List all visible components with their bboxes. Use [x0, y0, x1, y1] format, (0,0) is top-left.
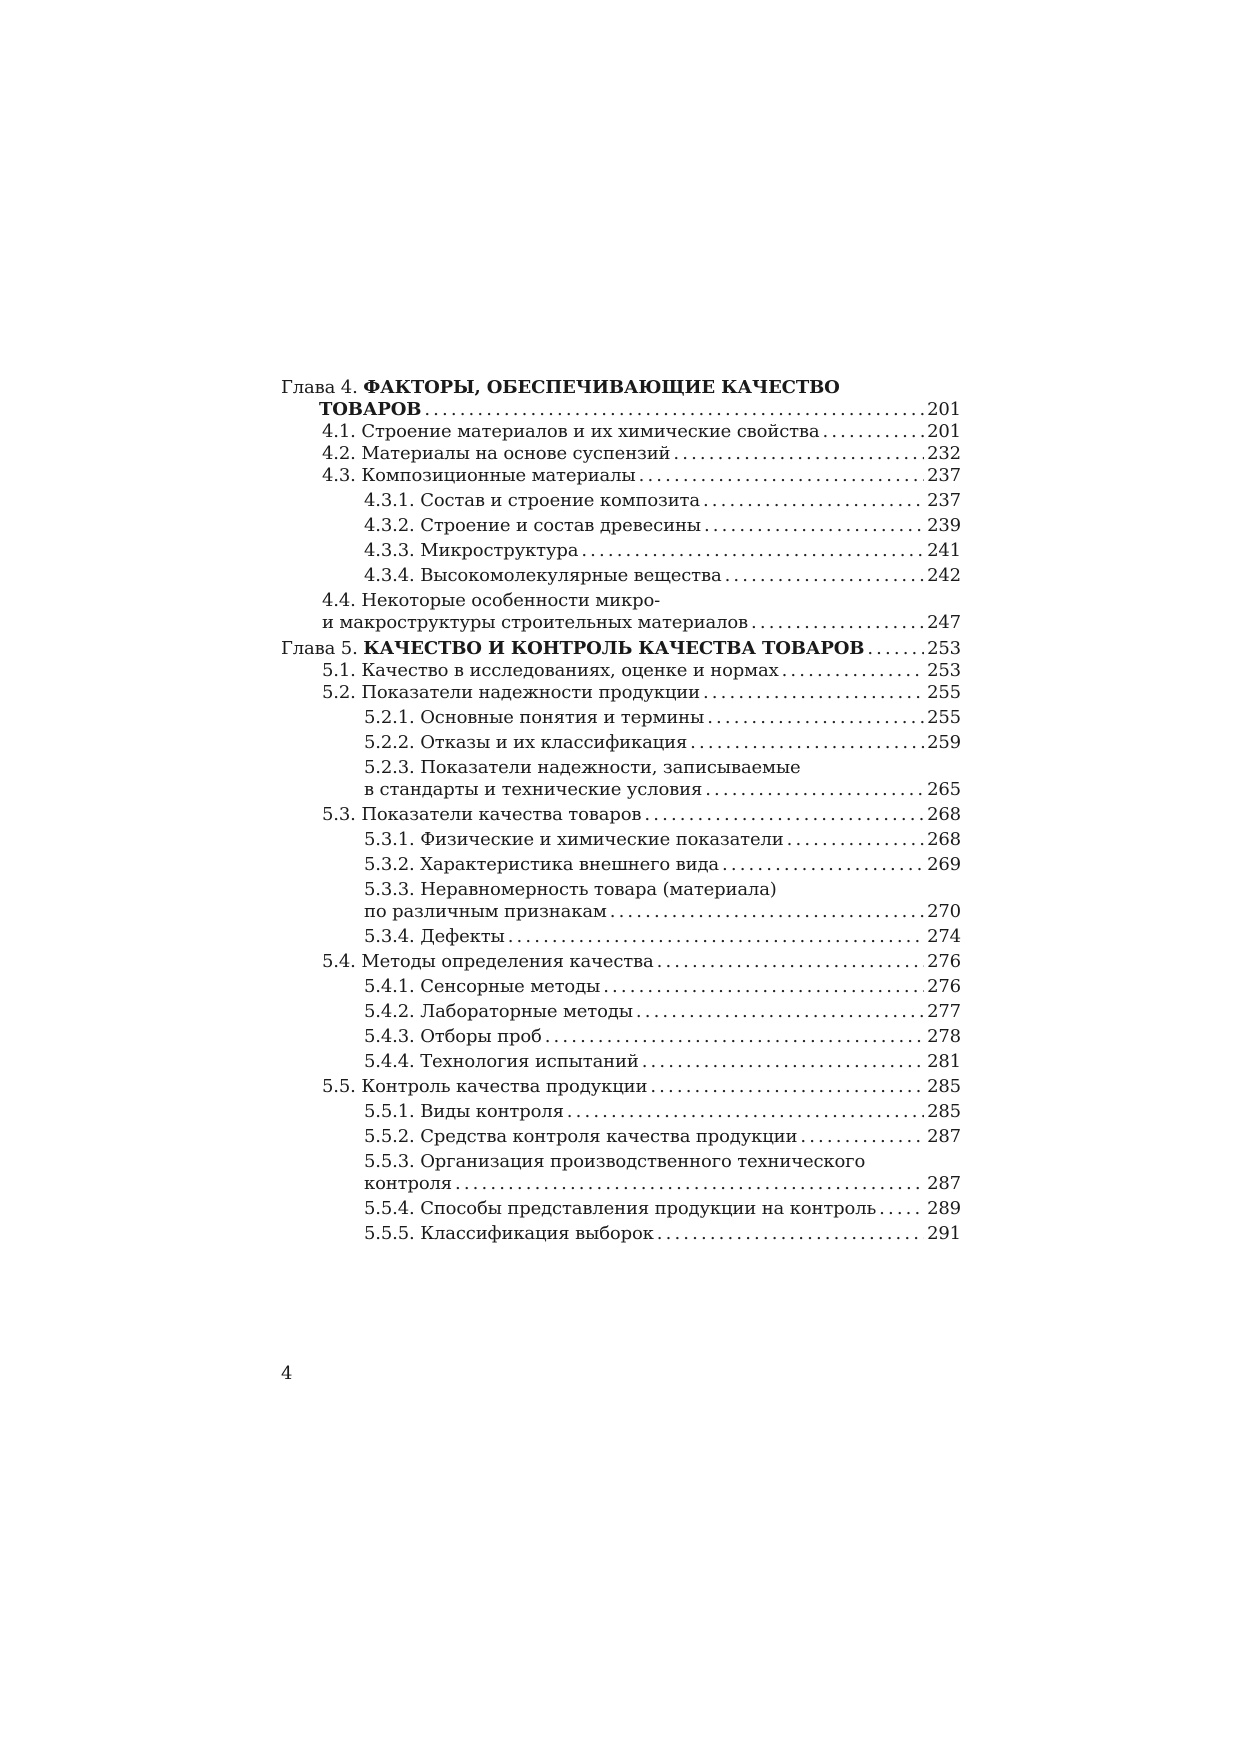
dot-leader — [636, 1001, 924, 1023]
dot-leader — [567, 1101, 924, 1123]
toc-page-number: 255 — [927, 682, 961, 703]
toc-page-number: 287 — [927, 1173, 961, 1194]
toc-subsection[interactable] — [281, 1198, 961, 1220]
toc-page-number: 276 — [927, 976, 961, 997]
toc-subsection[interactable] — [281, 1051, 961, 1073]
toc-entry-title: 5.2.1. Основные понятия и термины — [364, 707, 705, 728]
toc-section[interactable] — [281, 951, 961, 973]
toc-entry-title — [281, 638, 864, 660]
toc-subsection[interactable] — [281, 1001, 961, 1023]
toc-subsection[interactable] — [281, 1101, 961, 1123]
toc-section[interactable] — [281, 660, 961, 682]
toc-entry-title: 5.4. Методы определения качества — [322, 951, 654, 972]
dot-leader — [545, 1026, 924, 1048]
dot-leader — [704, 515, 924, 537]
chapter-title: ФАКТОРЫ, ОБЕСПЕЧИВАЮЩИЕ КАЧЕСТВО — [363, 377, 840, 398]
dot-leader — [705, 779, 924, 801]
dot-leader — [703, 490, 924, 512]
toc-subsection[interactable] — [281, 1223, 961, 1245]
toc-entry-title-line: 5.3.3. Неравномерность товара (материала) — [364, 879, 777, 900]
dot-leader — [603, 976, 924, 998]
toc-entry-title: 5.3.2. Характеристика внешнего вида — [364, 854, 720, 875]
toc-page-number: 201 — [927, 399, 961, 420]
toc-page-number: 291 — [927, 1223, 961, 1244]
toc-entry-title: в стандарты и технические условия — [364, 779, 703, 800]
toc-entry-title-line: 5.2.3. Показатели надежности, записываемые — [364, 757, 801, 778]
toc-subsection[interactable] — [281, 757, 961, 801]
toc-section[interactable] — [281, 421, 961, 443]
dot-leader — [424, 399, 924, 421]
toc-entry-title: 5.2. Показатели надежности продукции — [322, 682, 700, 703]
dot-leader — [455, 1173, 924, 1195]
dot-leader — [879, 1198, 924, 1220]
toc-entry-title: 4.3.4. Высокомолекулярные вещества — [364, 565, 722, 586]
toc-page-number: 242 — [927, 565, 961, 586]
toc-page-number: 253 — [927, 638, 961, 659]
dot-leader — [690, 732, 924, 754]
chapter-title-continued: ТОВАРОВ — [319, 399, 422, 420]
toc-entry-title: 5.3.1. Физические и химические показатели — [364, 829, 784, 850]
dot-leader — [787, 829, 924, 851]
dot-leader — [610, 901, 924, 923]
toc-entry-title: 5.5.1. Виды контроля — [364, 1101, 564, 1122]
chapter-label: Глава 4. — [281, 377, 358, 398]
toc-entry-title: 5.4.2. Лабораторные методы — [364, 1001, 633, 1022]
toc-section[interactable] — [281, 1076, 961, 1098]
toc-page-number: 253 — [927, 660, 961, 681]
toc-subsection[interactable] — [281, 1126, 961, 1148]
toc-subsection[interactable] — [281, 829, 961, 851]
dot-leader — [650, 1076, 924, 1098]
dot-leader — [751, 612, 924, 634]
toc-entry-title: и макроструктуры строительных материалов — [322, 612, 749, 633]
toc-page-number: 289 — [927, 1198, 961, 1219]
dot-leader — [657, 951, 924, 973]
toc-entry-title: 5.2.2. Отказы и их классификация — [364, 732, 688, 753]
toc-subsection[interactable] — [281, 732, 961, 754]
toc-page-number: 255 — [927, 707, 961, 728]
toc-section[interactable] — [281, 682, 961, 704]
dot-leader — [508, 926, 924, 948]
page-number: 4 — [281, 1363, 293, 1384]
toc-entry-title: по различным признакам — [364, 901, 607, 922]
toc-subsection[interactable] — [281, 976, 961, 998]
toc-page-number: 285 — [927, 1101, 961, 1122]
toc-subsection[interactable] — [281, 854, 961, 876]
toc-entry-title-line — [281, 377, 961, 399]
toc-chapter[interactable] — [281, 638, 961, 660]
toc-section[interactable] — [281, 590, 961, 634]
dot-leader — [639, 465, 924, 487]
toc-page-number: 201 — [927, 421, 961, 442]
dot-leader — [823, 421, 925, 443]
toc-section[interactable] — [281, 804, 961, 826]
toc-entry-title: 5.5.4. Способы представления продукции на контроль — [364, 1198, 877, 1219]
toc-page-number: 278 — [927, 1026, 961, 1047]
toc-subsection[interactable] — [281, 1151, 961, 1195]
toc-subsection[interactable] — [281, 515, 961, 537]
toc-entry-title: 5.3. Показатели качества товаров — [322, 804, 642, 825]
dot-leader — [703, 682, 924, 704]
toc-page-number: 259 — [927, 732, 961, 753]
toc-page-number: 265 — [927, 779, 961, 800]
toc-page-number: 274 — [927, 926, 961, 947]
toc-section[interactable] — [281, 465, 961, 487]
dot-leader — [642, 1051, 924, 1073]
toc-entry-title: 5.4.1. Сенсорные методы — [364, 976, 601, 997]
dot-leader — [644, 804, 924, 826]
toc-entry-title: контроля — [364, 1173, 452, 1194]
toc-entry-title: 5.1. Качество в исследованиях, оценке и нормах — [322, 660, 779, 681]
toc-subsection[interactable] — [281, 540, 961, 562]
dot-leader — [581, 540, 924, 562]
toc-page-number: 269 — [927, 854, 961, 875]
dot-leader — [722, 854, 924, 876]
toc-entry-title: 5.5.2. Средства контроля качества продукции — [364, 1126, 798, 1147]
toc-page-number: 239 — [927, 515, 961, 536]
toc-entry-title: 4.3.1. Состав и строение композита — [364, 490, 700, 511]
dot-leader — [657, 1223, 924, 1245]
toc-entry-title: 4.3.3. Микроструктура — [364, 540, 579, 561]
toc-entry-title: 5.3.4. Дефекты — [364, 926, 505, 947]
toc-subsection[interactable] — [281, 565, 961, 587]
toc-page-number: 247 — [927, 612, 961, 633]
toc-subsection[interactable] — [281, 926, 961, 948]
toc-page-number: 287 — [927, 1126, 961, 1147]
toc-page-number: 237 — [927, 465, 961, 486]
toc-page-number: 277 — [927, 1001, 961, 1022]
toc-page-number: 285 — [927, 1076, 961, 1097]
toc-subsection[interactable] — [281, 490, 961, 512]
chapter-title: КАЧЕСТВО И КОНТРОЛЬ КАЧЕСТВА ТОВАРОВ — [363, 638, 865, 659]
toc-page-number: 241 — [927, 540, 961, 561]
toc-entry-title: 5.5.5. Классификация выборок — [364, 1223, 654, 1244]
toc-subsection[interactable] — [281, 1026, 961, 1048]
dot-leader — [707, 707, 924, 729]
toc-page-number: 268 — [927, 804, 961, 825]
toc-page-number: 281 — [927, 1051, 961, 1072]
dot-leader — [725, 565, 925, 587]
table-of-contents — [281, 377, 961, 1248]
toc-page-number: 268 — [927, 829, 961, 850]
toc-entry-title: 4.3. Композиционные материалы — [322, 465, 636, 486]
toc-section[interactable] — [281, 443, 961, 465]
toc-subsection[interactable] — [281, 879, 961, 923]
chapter-label: Глава 5. — [281, 638, 358, 659]
toc-page-number: 270 — [927, 901, 961, 922]
toc-chapter[interactable] — [281, 377, 961, 421]
toc-entry-title-line: 4.4. Некоторые особенности микро- — [322, 590, 661, 611]
dot-leader — [673, 443, 924, 465]
toc-entry-title: 4.1. Строение материалов и их химические свойства — [322, 421, 820, 442]
toc-page-number: 276 — [927, 951, 961, 972]
dot-leader — [867, 638, 924, 660]
toc-entry-title: 5.4.3. Отборы проб — [364, 1026, 542, 1047]
toc-subsection[interactable] — [281, 707, 961, 729]
toc-entry-title: 5.5. Контроль качества продукции — [322, 1076, 648, 1097]
toc-page-number: 237 — [927, 490, 961, 511]
toc-entry-title: 5.4.4. Технология испытаний — [364, 1051, 639, 1072]
toc-page-number: 232 — [927, 443, 961, 464]
toc-entry-title: 4.2. Материалы на основе суспензий — [322, 443, 671, 464]
toc-entry-title: 4.3.2. Строение и состав древесины — [364, 515, 701, 536]
dot-leader — [800, 1126, 924, 1148]
dot-leader — [782, 660, 924, 682]
toc-entry-title-line: 5.5.3. Организация производственного технического — [364, 1151, 866, 1172]
